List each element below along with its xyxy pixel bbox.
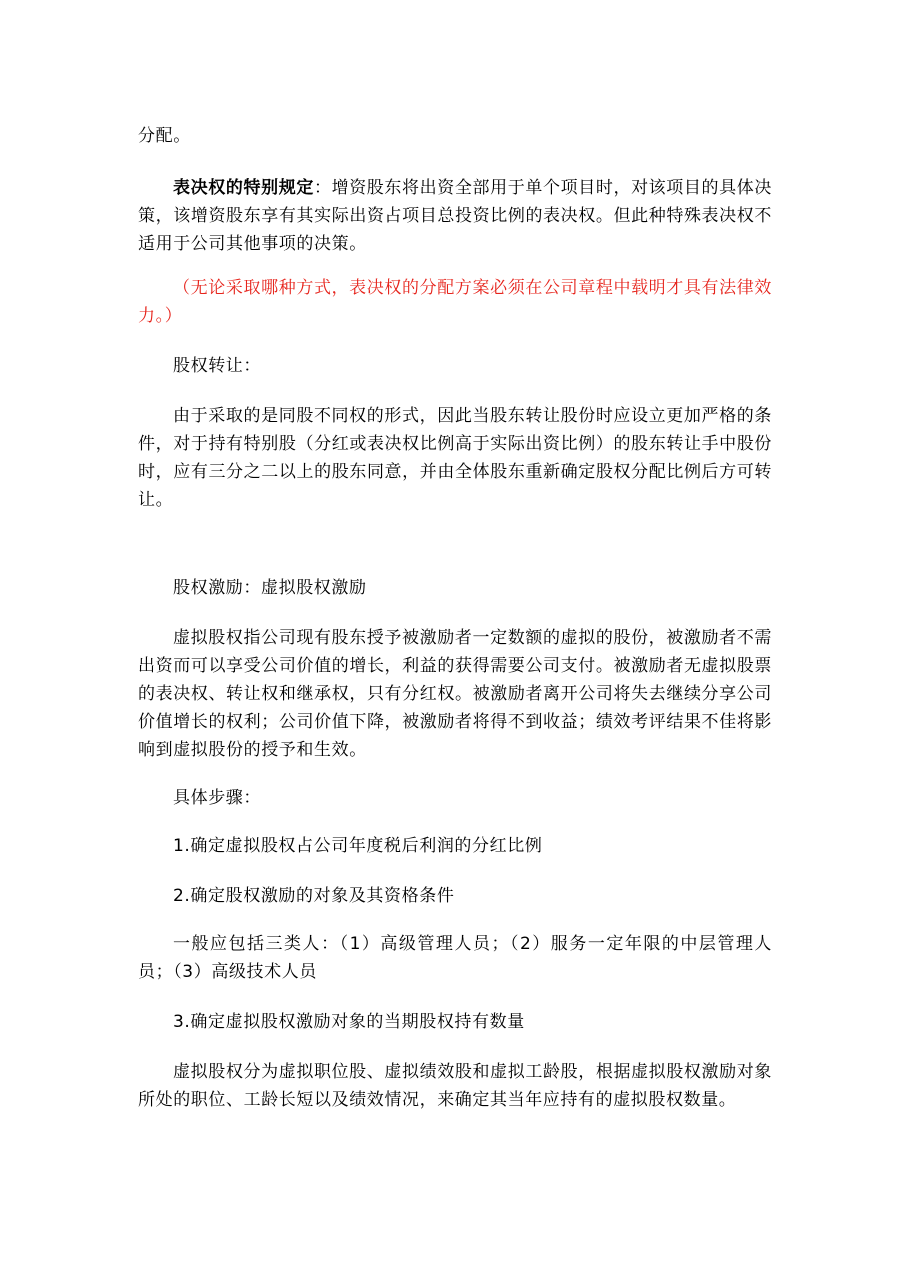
step-1: 1.确定虚拟股权占公司年度税后利润的分红比例 xyxy=(173,836,543,856)
paragraph-equity-transfer: 由于采取的是同股不同权的形式，因此当股东转让股份时应设立更加严格的条件，对于持有特别股（分红或表决权比例高于实际出资比例）的股东转让手中股份时，应有三分之二以上的股东同意，并由全体股东重新确定股权分配比例后方可转让。 xyxy=(138,406,772,510)
paragraph-virtual-equity: 虚拟股权指公司现有股东授予被激励者一定数额的虚拟的股份，被激励者不需出资而可以享受公司价值的增长，利益的获得需要公司支付。被激励者无虚拟股票的表决权、转让权和继承权，只有分红权。被激励者离开公司将失去继续分享公司价值增长的权利；公司价值下降，被激励者将得不到收益；绩效考评结果不佳将影响到虚拟股份的授予和生效。 xyxy=(138,628,772,760)
heading-equity-incentive: 股权激励：虚拟股权激励 xyxy=(173,578,367,598)
paragraph-voting-rights-special xyxy=(138,174,772,258)
voting-rights-special-label: 表决权的特别规定 xyxy=(173,178,314,198)
step-3: 3.确定虚拟股权激励对象的当期股权持有数量 xyxy=(173,1012,525,1032)
paragraph-legal-note: （无论采取哪种方式，表决权的分配方案必须在公司章程中载明才具有法律效力。） xyxy=(138,278,772,326)
step-2: 2.确定股权激励的对象及其资格条件 xyxy=(173,886,455,906)
paragraph-virtual-share-types: 虚拟股权分为虚拟职位股、虚拟绩效股和虚拟工龄股，根据虚拟股权激励对象所处的职位、工龄长短以及绩效情况，来确定其当年应持有的虚拟股权数量。 xyxy=(138,1062,772,1110)
heading-steps: 具体步骤： xyxy=(173,788,261,808)
heading-equity-transfer: 股权转让： xyxy=(173,356,261,376)
voting-rights-special-text: ：增资股东将出资全部用于单个项目时，对该项目的具体决策，该增资股东享有其实际出资占项目总投资比例的表决权。但此种特殊表决权不适用于公司其他事项的决策。 xyxy=(138,178,772,254)
paragraph-continuation: 分配。 xyxy=(138,126,191,146)
paragraph-three-categories: 一般应包括三类人：（1）高级管理人员；（2）服务一定年限的中层管理人员；（3）高级技术人员 xyxy=(138,934,772,982)
